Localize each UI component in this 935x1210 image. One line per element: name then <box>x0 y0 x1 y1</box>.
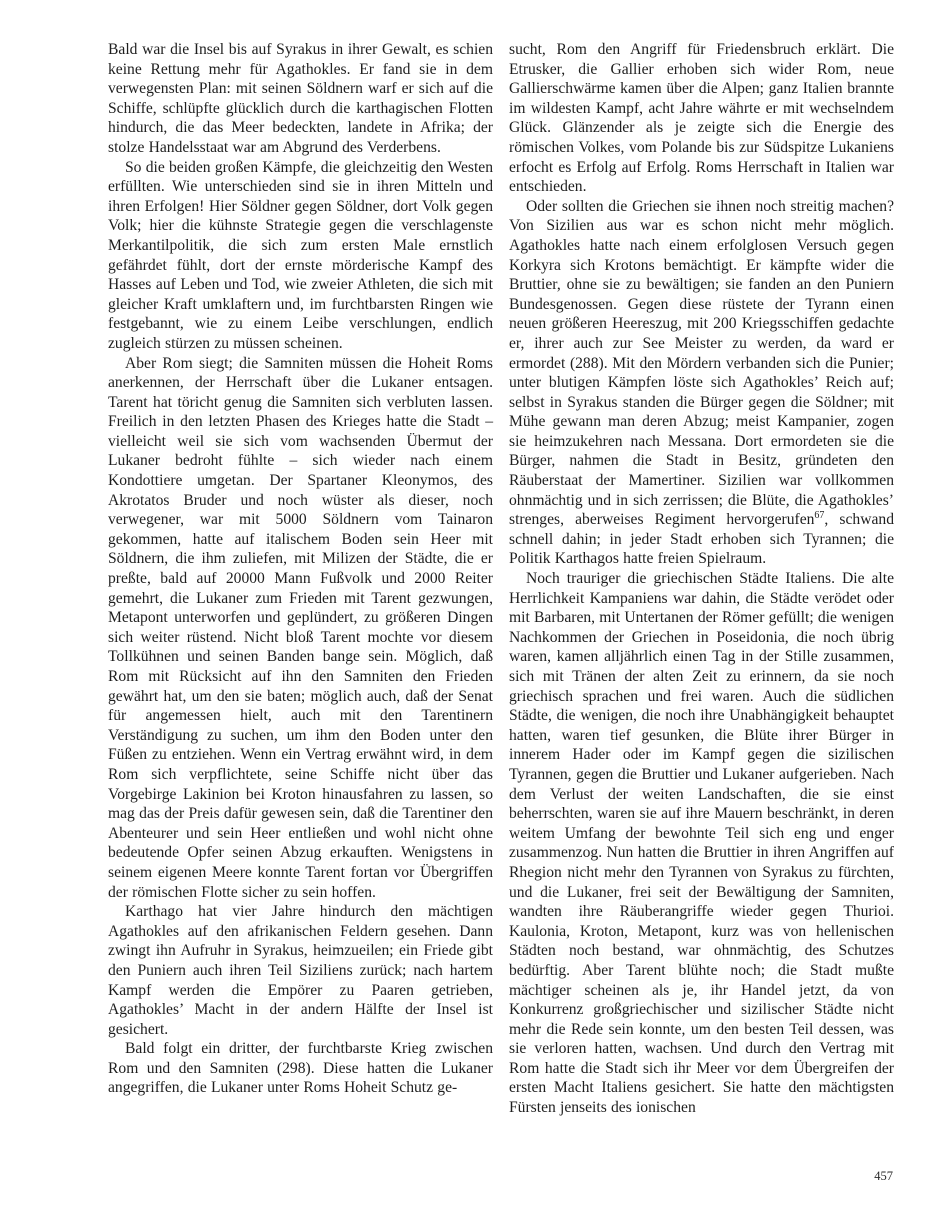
paragraph: Aber Rom siegt; die Samniten müssen die Hoheit Roms anerkennen, der Herrschaft über die Lukaner entsagen. Tarent hat töricht genug die Samniten sich verbluten lassen. Freilich in den letzten Phasen des Krieges hatte die Stadt – vielleicht weil sie sich vom wachsenden Übermut der Lukaner bedroht fühlte – sich wieder nach einem Kondottiere umgetan. Der Spartaner Kleonymos, des Akrotatos Bruder und noch wüster als dieser, noch verwegener, war mit 5000 Söldnern vom Tainaron gekommen, hatte auf italischem Boden sein Heer mit Söldnern, die ihm zuliefen, mit Milizen der Städte, die er preßte, bald auf 20000 Mann Fußvolk und 2000 Reiter gemehrt, die Lukaner zum Frieden mit Tarent gezwungen, Metapont unterworfen und geplündert, zu größeren Dingen sich weiter rüstend. Nicht bloß Tarent mochte vor diesem Tollkühnen und seinen Banden bange sein. Möglich, daß Rom mit Rücksicht auf ihn den Samniten den Frieden gewährt hat, um den sie baten; möglich auch, daß der Senat für angemessen hielt, auch mit den Tarentinern Verständigung zu suchen, um ihm den Boden unter den Füßen zu entziehen. Wenn ein Vertrag erwähnt wird, in dem Rom sich verpflichtete, seine Schiffe nicht über das Vorgebirge Lakinion bei Kroton hinausfahren zu lassen, so mag das der Preis dafür gewesen sein, daß die Tarentiner den Abenteurer und sein Heer entließen und wohl nicht ohne bedeutende Opfer seinen Abzug erkauften. Wenigstens in seinem eigenen Meere konnte Tarent fortan vor Übergriffen der römischen Flotte sicher zu sein hoffen. <box>108 354 493 901</box>
paragraph: Bald folgt ein dritter, der furchtbarste Krieg zwischen Rom und den Samniten (298). Diese hatten die Lukaner angegriffen, die Lukaner unter Roms Hoheit Schutz ge- <box>108 1040 493 1097</box>
paragraph: Noch trauriger die griechischen Städte Italiens. Die alte Herrlichkeit Kampaniens war dahin, die Städte verödet oder mit Barbaren, mit Untertanen der Römer gefüllt; die wenigen Nachkommen der Griechen in Poseidonia, die noch übrig waren, kamen alljährlich einen Tag in der Stille zusammen, sich mit Tränen der alten Zeit zu erinnern, da sie noch griechisch sprachen und frei waren. Auch die südlichen Städte, die wenigen, die noch ihre Unabhängigkeit behauptet hatten, waren tief gesunken, die Blüte ihrer Bürger in innerem Hader oder im Kampf gegen die sizilischen Tyrannen, gegen die Bruttier und Lukaner aufgerieben. Nach dem Verlust der weiten Landschaften, die sie einst beherrschten, waren sie auf ihre Mauern beschränkt, in deren weitem Umfang der bewohnte Teil sich eng und enger zusammenzog. Nun hatten die Bruttier in ihren Angriffen auf Rhegion nicht mehr den Tyrannen von Syrakus zu fürchten, und die Lukaner, frei seit der Bewältigung der Samniten, wandten ihre Räuberangriffe wieder gegen Thurioi. Kaulonia, Kroton, Metapont, kurz was von hellenischen Städten noch bestand, war ohnmächtig, des Schutzes bedürftig. Aber Tarent blühte noch; die Stadt mußte mächtiger scheinen als je, ihr Handel jetzt, da von Konkurrenz großgriechischer und sizilischer Städte nicht mehr die Rede sein konnte, um den besten Teil dessen, was sie verloren hatten, wachsen. Und durch den Vertrag mit Rom hatte die Stadt sich ihr Meer vor dem Übergreifen der ersten Macht Italiens gesichert. Sie hatte den mächtigsten Fürsten jenseits des ionischen <box>509 570 894 1117</box>
paragraph: Karthago hat vier Jahre hindurch den mächtigen Agathokles auf den afrikanischen Feldern gesehen. Dann zwingt ihn Aufruhr in Syrakus, heimzueilen; ein Friede gibt den Puniern auch ihren Teil Siziliens zurück; nach hartem Kampf werden die Empörer zu Paaren getrieben, Agathokles’ Macht in der andern Hälfte der Insel ist gesichert. <box>108 903 493 1038</box>
paragraph-text: , schwand schnell dahin; in jeder Stadt erhoben sich Tyrannen; die Politik Karthagos hatte freien Spielraum. <box>509 511 894 568</box>
paragraph <box>509 197 894 569</box>
right-column <box>509 40 894 1118</box>
paragraph-text: Oder sollten die Griechen sie ihnen noch streitig machen? Von Sizilien aus war es schon nicht mehr möglich. Agathokles hatte nach einem erfolglosen Versuch gegen Korkyra sich Krotons bemächtigt. Er kämpfte wider die Bruttier, ohne sie zu bewältigen; sie fanden an den Puniern Bundesgenossen. Gegen diese rüstete der Tyrann einen neuen größeren Heereszug, mit 200 Kriegsschiffen gedachte er, ihrer auch zur See Meister zu werden, da ward er ermordet (288). Mit den Mördern verbanden sich die Punier; unter blutigen Kämpfen löste sich Agathokles’ Reich auf; selbst in Syrakus standen die Bürger gegen die Söldner; mit Mühe gewann man deren Abzug; meist Kampanier, zogen sie heimzukehren nach Messana. Dort ermordeten sie die Bürger, nahmen die Stadt in Besitz, gründeten den Räuberstaat der Mamertiner. Sizilien war vollkommen ohnmächtig und in sich zerrissen; die Blüte, die Agathokles’ strenges, aberweises Regiment hervorgerufen <box>509 197 894 529</box>
paragraph: So die beiden großen Kämpfe, die gleichzeitig den Westen erfüllten. Wie unterschieden sind sie in ihren Mitteln und ihren Erfolgen! Hier Söldner gegen Söldner, dort Volk gegen Volk; hier die kühnste Strategie gegen die verschlagenste Merkantilpolitik, die sich zum ersten Male ernstlich gefährdet fühlt, dort der ernste mörderische Kampf des Hasses auf Leben und Tod, wie zweier Athleten, die sich mit gleicher Kraft umklaftern und, im furchtbarsten Ringen wie festgebannt, wie zu einem Leibe verschlungen, endlich zugleich stürzen zu müssen scheinen. <box>108 158 493 352</box>
footnote-reference: 67 <box>814 510 825 522</box>
paragraph-continuation: sucht, Rom den Angriff für Friedensbruch erklärt. Die Etrusker, die Gallier erhoben sich wider Rom, neue Gallierschwärme kamen über die Alpen; ganz Italien brannte im wildesten Kampf, acht Jahre währte er mit wechselndem Glück. Glänzender als je zeigte sich die Energie des römischen Volkes, vom Polande bis zur Südspitze Lukaniens erfocht es Erfolg auf Erfolg. Roms Herrschaft in Italien war entschieden. <box>509 41 894 196</box>
page-number: 457 <box>874 1169 893 1183</box>
paragraph-continuation: Bald war die Insel bis auf Syrakus in ihrer Gewalt, es schien keine Rettung mehr für Agathokles. Er fand sie in dem verwegensten Plan: mit seinen Söldnern warf er sich auf die Schiffe, schlüpfte glücklich durch die karthagischen Flotten hindurch, die das Meer bedeckten, landete in Afrika; der stolze Handelsstaat war am Abgrund des Verderbens. <box>108 41 493 156</box>
left-column <box>108 40 493 1098</box>
